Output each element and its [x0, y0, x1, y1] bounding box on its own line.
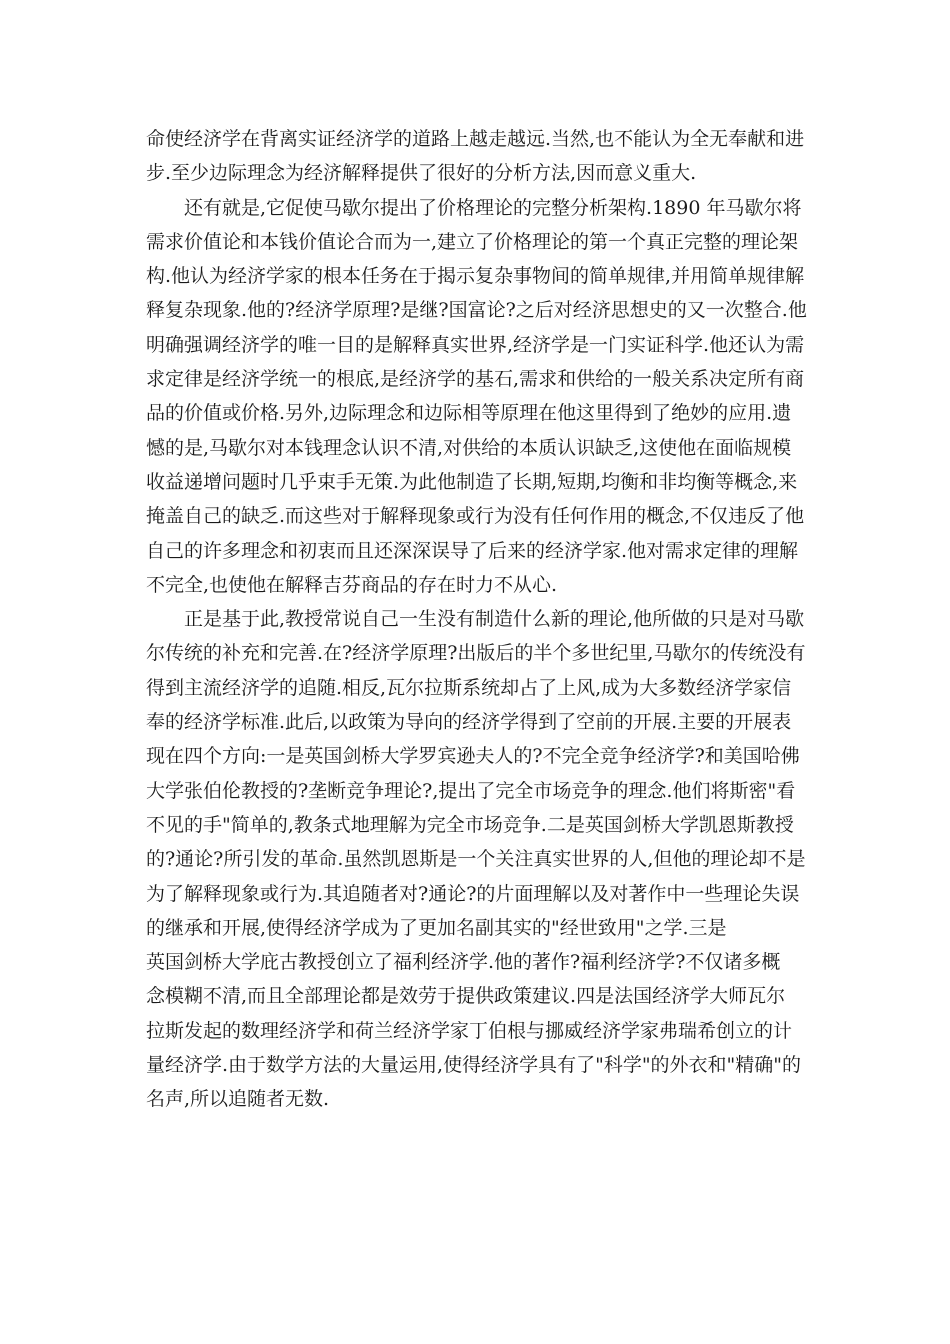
paragraph-first-line: 还有就是,它促使马歇尔提出了价格理论的完整分析架构.1890 年马歇尔将	[184, 196, 802, 219]
text-line: 拉斯发起的数理经济学和荷兰经济学家丁伯根与挪威经济学家弗瑞希创立的计	[146, 1019, 793, 1042]
text-line: 命使经济学在背离实证经济学的道路上越走越远.当然,也不能认为全无奉献和进	[146, 128, 805, 150]
text-line: 得到主流经济学的追随.相反,瓦尔拉斯系统却占了上风,成为大多数经济学家信	[146, 676, 792, 699]
text-line: 不见的手"简单的,教条式地理解为完全市场竞争.二是英国剑桥大学凯恩斯教授	[146, 813, 794, 836]
text-line: 的继承和开展,使得经济学成为了更加名副其实的"经世致用"之学.三是	[146, 916, 727, 939]
text-line: 明确强调经济学的唯一目的是解释真实世界,经济学是一门实证科学.他还认为需	[146, 333, 805, 356]
text-line: 奉的经济学标准.此后,以政策为导向的经济学得到了空前的开展.主要的开展表	[146, 711, 792, 734]
text-line: 憾的是,马歇尔对本钱理念认识不清,对供给的本质认识缺乏,这使他在面临规模	[146, 436, 792, 459]
text-line: 量经济学.由于数学方法的大量运用,使得经济学具有了"科学"的外衣和"精确"的	[146, 1054, 802, 1077]
text-line: 掩盖自己的缺乏.而这些对于解释现象或行为没有任何作用的概念,不仅违反了他	[146, 505, 805, 528]
text-line: 尔传统的补充和完善.在?经济学原理?出版后的半个多世纪里,马歇尔的传统没有	[146, 642, 806, 665]
text-line: 收益递增问题时几乎束手无策.为此他制造了长期,短期,均衡和非均衡等概念,来	[146, 470, 798, 493]
text-line: 为了解释现象或行为.其追随者对?通论?的片面理解以及对著作中一些理论失误	[146, 882, 800, 905]
text-line: 需求价值论和本钱价值论合而为一,建立了价格理论的第一个真正完整的理论架	[146, 230, 799, 253]
text-line: 英国剑桥大学庇古教授创立了福利经济学.他的著作?福利经济学?不仅诸多概	[146, 951, 781, 974]
text-line: 现在四个方向:一是英国剑桥大学罗宾逊夫人的?不完全竞争经济学?和美国哈佛	[146, 745, 800, 768]
text-line: 不完全,也使他在解释吉芬商品的存在时力不从心.	[146, 573, 558, 596]
text-line: 念模糊不清,而且全部理论都是效劳于提供政策建议.四是法国经济学大师瓦尔	[146, 985, 786, 1008]
text-line: 求定律是经济学统一的根底,是经济学的基石,需求和供给的一般关系决定所有商	[146, 368, 805, 391]
text-line: 的?通论?所引发的革命.虽然凯恩斯是一个关注真实世界的人,但他的理论却不是	[146, 848, 806, 871]
text-line: 大学张伯伦教授的?垄断竞争理论?,提出了完全市场竞争的理念.他们将斯密"看	[146, 779, 796, 802]
text-line: 品的价值或价格.另外,边际理念和边际相等原理在他这里得到了绝妙的应用.遗	[146, 402, 792, 425]
text-line: 名声,所以追随者无数.	[146, 1088, 330, 1111]
body-text	[146, 122, 816, 1117]
text-line: 自己的许多理念和初衷而且还深深误导了后来的经济学家.他对需求定律的理解	[146, 539, 799, 562]
text-line: 释复杂现象.他的?经济学原理?是继?国富论?之后对经济思想史的又一次整合.他	[146, 299, 807, 322]
text-line: 构.他认为经济学家的根本任务在于揭示复杂事物间的简单规律,并用简单规律解	[146, 265, 805, 288]
text-line: 步.至少边际理念为经济解释提供了很好的分析方法,因而意义重大.	[146, 162, 697, 185]
paragraph-first-line: 正是基于此,教授常说自己一生没有制造什么新的理论,他所做的只是对马歇	[184, 608, 805, 631]
